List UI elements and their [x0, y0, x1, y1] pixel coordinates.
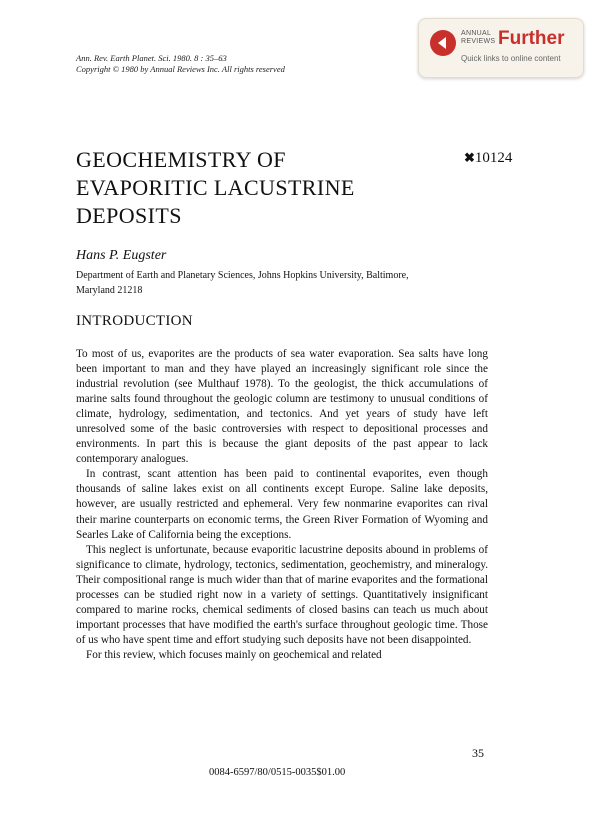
play-arrow-icon [430, 30, 456, 56]
document-id [464, 150, 512, 167]
page-number: 35 [472, 746, 484, 760]
citation-line-2: Copyright © 1980 by Annual Reviews Inc. All rights reserved [76, 64, 285, 74]
document-id-number: 10124 [474, 150, 513, 166]
journal-citation [76, 53, 285, 75]
footer-code: 0084-6597/80/0515-0035$01.00 [209, 767, 346, 778]
badge-title: Further [498, 28, 565, 49]
badge-brand: ANNUAL REVIEWS [461, 30, 496, 45]
author-affiliation: Department of Earth and Planetary Sciences, Johns Hopkins University, Baltimore, Maryland 21218 [76, 270, 409, 296]
badge-subtitle: Quick links to online content [461, 54, 561, 63]
body-paragraph: For this review, which focuses mainly on geochemical and related [86, 648, 382, 661]
body-paragraph: To most of us, evaporites are the products of sea water evaporation. Sea salts have long been important to man and they have played an increasingly significant role since the industrial revolution (see Multhauf 1978). To the geologist, the thick accumulations of marine salts found throughout the geologic column are testimony to unusual conditions of climate, hydrology, sedimentation, and tectonics. And yet years of study have left unresolved some of the basic controversies with respect to depositional processes and environments. In part this is because the giant deposits of the past appear to lack contemporary analogues. [76, 348, 488, 466]
body-paragraph: In contrast, scant attention has been paid to continental evaporites, even though thousands of saline lakes exist on all continents except Europe. Saline lake deposits, however, are usually restricted and ephemeral. Very few nonmarine evaporites can rival their marine counterparts on economic terms, the Green River Formation of Wyoming and Searles Lake of California being the exceptions. [76, 468, 488, 541]
star-icon: ✖ [464, 150, 475, 165]
section-body [76, 347, 488, 663]
citation-line-1: Ann. Rev. Earth Planet. Sci. 1980. 8 : 35–63 [76, 53, 227, 63]
body-paragraph: This neglect is unfortunate, because evaporitic lacustrine deposits abound in problems of significance to climate, hydrology, tectonics, sedimentation, geochemistry, and mineralogy. Their compositional range is much wider than that of marine evaporites and the formational processes can be studied right now in a variety of settings. Quantitatively insignificant compared to marine rocks, chemical sediments of closed basins can teach us much about important processes that have modified the earth's surface throughout geologic time. Those of us who have spent time and effort studying such deposits have not been disappointed. [76, 543, 488, 646]
section-heading: INTRODUCTION [76, 313, 193, 329]
article-title [76, 146, 416, 230]
author-name: Hans P. Eugster [76, 248, 167, 263]
article-title-text: GEOCHEMISTRY OF EVAPORITIC LACUSTRINE DEPOSITS [76, 147, 355, 228]
further-badge[interactable] [418, 18, 584, 78]
